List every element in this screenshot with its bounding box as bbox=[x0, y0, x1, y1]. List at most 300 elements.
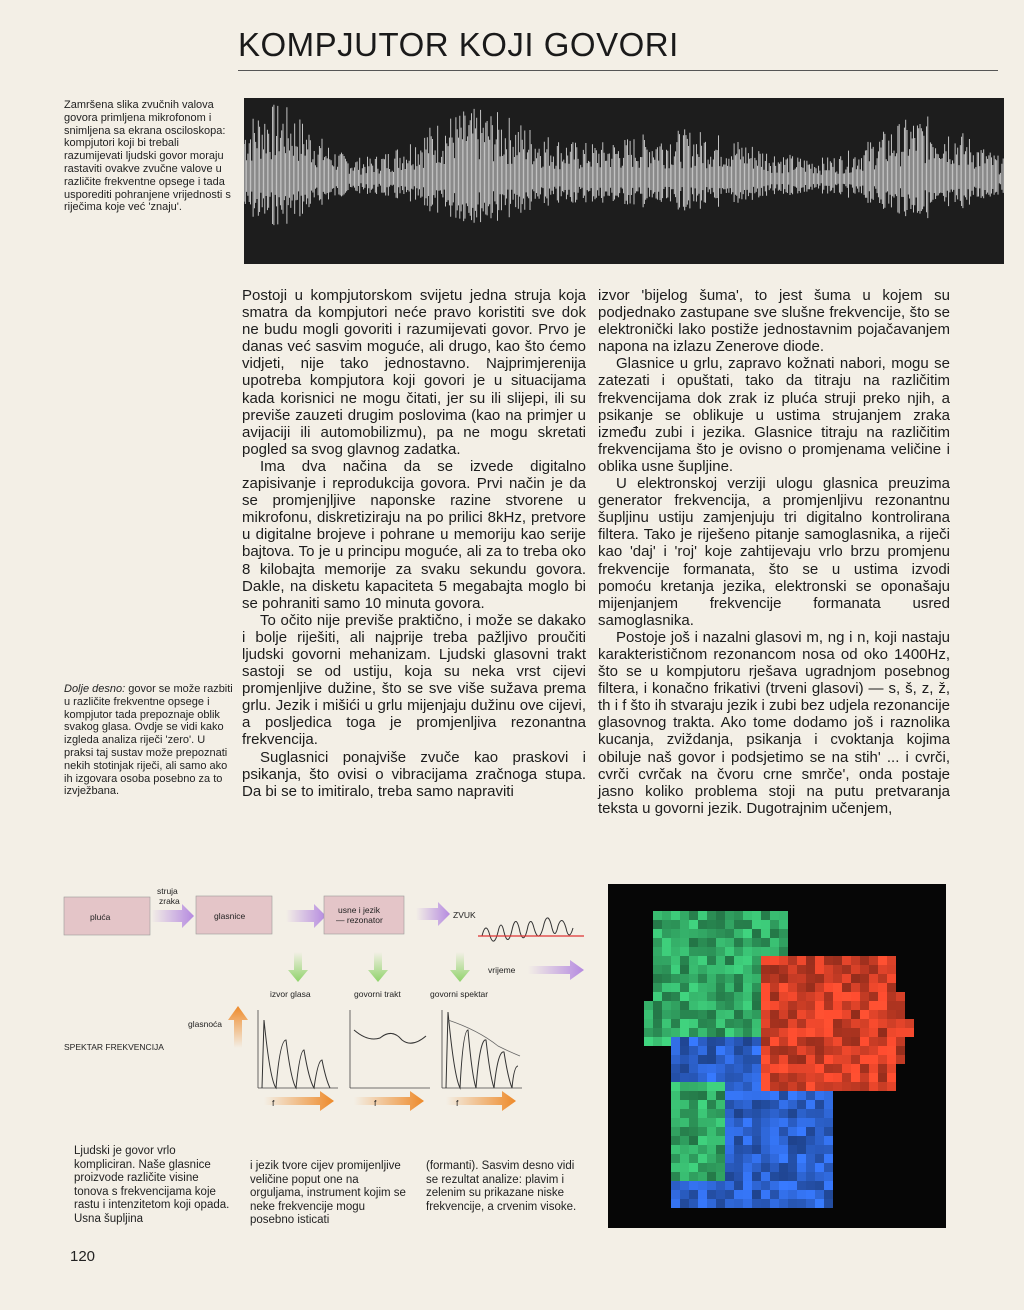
spectrogram-cell bbox=[743, 1181, 752, 1190]
spectrogram-cell bbox=[725, 1181, 734, 1190]
spectrogram-cell bbox=[698, 1028, 707, 1037]
spectrogram-cell bbox=[671, 974, 680, 983]
airflow-label: struja bbox=[157, 886, 178, 896]
spectrogram-cell bbox=[833, 1010, 842, 1019]
spectrogram-cell bbox=[815, 1046, 824, 1055]
spectrogram-cell bbox=[815, 1109, 824, 1118]
spectrogram-cell bbox=[743, 1199, 752, 1208]
spectrogram-cell bbox=[689, 1055, 698, 1064]
spectrogram-cell bbox=[788, 1010, 797, 1019]
spectrogram-cell bbox=[734, 1064, 743, 1073]
spectrogram-cell bbox=[824, 1010, 833, 1019]
spectrogram-cell bbox=[797, 1073, 806, 1082]
spectrogram-cell bbox=[779, 1154, 788, 1163]
spectrogram-cell bbox=[743, 1082, 752, 1091]
spectrogram-cell bbox=[824, 974, 833, 983]
spectrogram-cell bbox=[887, 1028, 896, 1037]
spectrogram-cell bbox=[707, 1100, 716, 1109]
spectrogram-cell bbox=[779, 1172, 788, 1181]
spectrogram-cell bbox=[725, 1199, 734, 1208]
spectrogram-cell bbox=[716, 983, 725, 992]
spectrogram-cell bbox=[788, 1145, 797, 1154]
spectrogram-cell bbox=[896, 1010, 905, 1019]
spectrogram-cell bbox=[815, 1136, 824, 1145]
spectrogram-cell bbox=[716, 1064, 725, 1073]
spectrogram-cell bbox=[887, 1064, 896, 1073]
spectrogram-cell bbox=[671, 965, 680, 974]
spectrogram-cell bbox=[842, 1001, 851, 1010]
spectrogram-cell bbox=[752, 1073, 761, 1082]
spectrogram-cell bbox=[698, 1127, 707, 1136]
spectrogram-cell bbox=[680, 1037, 689, 1046]
spectrogram-cell bbox=[680, 1145, 689, 1154]
loudness-label: glasnoća bbox=[188, 1019, 223, 1029]
spectrogram-cell bbox=[761, 1028, 770, 1037]
spectrogram-cell bbox=[779, 1127, 788, 1136]
spectrogram-cell bbox=[788, 1028, 797, 1037]
spectrogram-cell bbox=[707, 1073, 716, 1082]
spectrogram-cell bbox=[842, 965, 851, 974]
spectrogram-cell bbox=[698, 1100, 707, 1109]
spectrogram-cell bbox=[779, 911, 788, 920]
paragraph: Postoji u kompjutorskom svijetu jedna struja koja smatra da kompjutori neće pravo koristiti sve dok ne budu mogli govoriti i razumijevati govor. Prvo je danas već sasvim moguće, ali drugo, kao što ćemo vidjeti, nije tako jednostavno. Najprimjerenija upotreba kompjutora koji govori je u situacijama kada korisnici ne mogu čitati, jer su ili slijepi, ili su previše zauzeti drugim poslovima (kao na primjer u avijaciji ili automobilizmu), pa ne mogu skretati pogled sa svog glavnog zadatka. bbox=[242, 287, 586, 458]
spectrogram-cell bbox=[833, 1082, 842, 1091]
spectrogram-cell bbox=[797, 1091, 806, 1100]
spectrogram-cell bbox=[851, 1046, 860, 1055]
spectrogram-cell bbox=[698, 1181, 707, 1190]
spectrogram-cell bbox=[653, 1037, 662, 1046]
spectrogram-cell bbox=[797, 1028, 806, 1037]
spectrogram-cell bbox=[671, 1064, 680, 1073]
spectrogram-cell bbox=[725, 1136, 734, 1145]
spectrogram-cell bbox=[743, 911, 752, 920]
spectrogram-cell bbox=[689, 1163, 698, 1172]
spectrogram-cell bbox=[797, 1181, 806, 1190]
spectrogram-cell bbox=[896, 992, 905, 1001]
spectrogram-cell bbox=[752, 1082, 761, 1091]
spectrogram-cell bbox=[806, 965, 815, 974]
spectrogram-cell bbox=[833, 1037, 842, 1046]
spectrogram-cell bbox=[680, 1073, 689, 1082]
frequency-spectrum-label: SPEKTAR FREKVENCIJA bbox=[64, 1042, 164, 1052]
spectrogram-cell bbox=[689, 983, 698, 992]
spectrogram-cell bbox=[788, 1199, 797, 1208]
spectrogram-cell bbox=[752, 929, 761, 938]
spectrogram-cell bbox=[653, 929, 662, 938]
spectrogram-cell bbox=[725, 911, 734, 920]
spectrogram-cell bbox=[779, 1019, 788, 1028]
spectrogram-cell bbox=[833, 983, 842, 992]
spectrogram-cell bbox=[716, 1190, 725, 1199]
resonator-label: — rezonator bbox=[336, 915, 383, 925]
spectrogram-cell bbox=[851, 983, 860, 992]
spectrogram-cell bbox=[734, 911, 743, 920]
spectrogram-cell bbox=[680, 947, 689, 956]
spectrogram-cell bbox=[806, 1172, 815, 1181]
spectrogram-cell bbox=[662, 938, 671, 947]
spectrogram-cell bbox=[887, 1037, 896, 1046]
page-number: 120 bbox=[70, 1248, 96, 1265]
spectrogram-cell bbox=[662, 911, 671, 920]
paragraph: Postoje još i nazalni glasovi m, ng i n, koji nastaju karakterističnom rezonancom nosa od oko 1400Hz, što se u kompjutoru rješava ugradnjom posebnog filtera, i konačno frikativi (trveni glasovi) — s, š, z, ž, th i f što ih stvaraju jezik i zubi bez udjela rezonancije glasovnog trakta. Ako tome dodamo još i raznolika kucanja, zviždanja, psikanja i cvoktanja kojima obiluje naš govor i podsjetimo se na stih' ... i cvrči, cvrči cvrčak na čvoru crne smrče', onda postaje jasno koliko problema stoji na putu pretvaranja teksta u govorni jezik. Dugotrajnim učenjem, bbox=[598, 628, 950, 817]
spectrogram-cell bbox=[716, 1091, 725, 1100]
spectrogram-cell bbox=[878, 974, 887, 983]
spectrogram-cell bbox=[734, 974, 743, 983]
spectrogram-cell bbox=[671, 929, 680, 938]
spectrogram-cell bbox=[770, 1082, 779, 1091]
spectrogram-cell bbox=[779, 1028, 788, 1037]
spectrogram-cell bbox=[689, 1154, 698, 1163]
spectrogram-cell bbox=[824, 1181, 833, 1190]
spectrogram-cell bbox=[869, 1073, 878, 1082]
spectrogram-cell bbox=[698, 1055, 707, 1064]
spectrogram-cell bbox=[743, 1172, 752, 1181]
spectrogram-cell bbox=[815, 1190, 824, 1199]
spectrogram-cell bbox=[815, 992, 824, 1001]
spectrogram-cell bbox=[716, 956, 725, 965]
spectrogram-cell bbox=[797, 1109, 806, 1118]
spectrogram-cell bbox=[869, 1064, 878, 1073]
spectrogram-cell bbox=[851, 956, 860, 965]
spectrogram-cell bbox=[788, 1136, 797, 1145]
spectrogram-cell bbox=[824, 1082, 833, 1091]
spectrogram-cell bbox=[662, 920, 671, 929]
spectrogram-cell bbox=[851, 974, 860, 983]
spectrogram-cell bbox=[770, 929, 779, 938]
spectrogram-cell bbox=[788, 1055, 797, 1064]
spectrogram-cell bbox=[698, 920, 707, 929]
spectrogram-cell bbox=[815, 1091, 824, 1100]
spectrogram-cell bbox=[716, 974, 725, 983]
spectrogram-cell bbox=[797, 1154, 806, 1163]
spectrogram-cell bbox=[743, 1037, 752, 1046]
spectrogram-cell bbox=[869, 983, 878, 992]
spectrogram-cell bbox=[743, 1001, 752, 1010]
paragraph: Ima dva načina da se izvede digitalno zapisivanje i reprodukcija govora. Prvi način je da se promjenjljive naponske razine stvorene u mikrofonu, diskretiziraju na po prilici 8kHz, pretvore u digitalne brojeve i pohrane u memoriju kao serije bajtova. To je u principu moguće, ali za to treba oko 8 kilobajta memorije za svaku sekundu govora. Dakle, na disketu kapaciteta 5 megabajta moglo bi se pohraniti samo 10 minuta govora. bbox=[242, 457, 586, 612]
spectrogram-cell bbox=[860, 1001, 869, 1010]
spectrogram-cell bbox=[761, 1136, 770, 1145]
spectrogram-cell bbox=[671, 1145, 680, 1154]
spectrogram-cell bbox=[824, 1109, 833, 1118]
spectrogram-cell bbox=[806, 1154, 815, 1163]
spectrogram-cell bbox=[734, 1019, 743, 1028]
spectrogram-cell bbox=[752, 992, 761, 1001]
spectrogram-cell bbox=[716, 1181, 725, 1190]
spectrogram-cell bbox=[815, 956, 824, 965]
spectrogram-cell bbox=[671, 947, 680, 956]
spectrogram-cell bbox=[689, 1172, 698, 1181]
spectrogram-cell bbox=[662, 983, 671, 992]
spectrogram-cell bbox=[788, 1073, 797, 1082]
spectrogram-cell bbox=[680, 1172, 689, 1181]
spectrogram-cell bbox=[770, 992, 779, 1001]
spectrogram-cell bbox=[806, 1145, 815, 1154]
spectrogram-cell bbox=[689, 1037, 698, 1046]
spectrogram-cell bbox=[788, 1046, 797, 1055]
spectrogram-cell bbox=[779, 1118, 788, 1127]
spectrogram-cell bbox=[797, 974, 806, 983]
spectrogram-cell bbox=[698, 1154, 707, 1163]
spectrogram-cell bbox=[770, 1136, 779, 1145]
spectrogram-cell bbox=[806, 1055, 815, 1064]
spectrogram-cell bbox=[815, 1172, 824, 1181]
spectrogram-cell bbox=[671, 1046, 680, 1055]
spectrogram-cell bbox=[707, 911, 716, 920]
spectrogram-cell bbox=[770, 938, 779, 947]
spectrogram-cell bbox=[770, 1154, 779, 1163]
spectrogram-cell bbox=[896, 1055, 905, 1064]
spectrogram-cell bbox=[689, 929, 698, 938]
spectrogram-cell bbox=[887, 992, 896, 1001]
arrow-down-icon bbox=[288, 952, 308, 982]
spectrogram-cell bbox=[815, 1181, 824, 1190]
spectrogram-cell bbox=[743, 929, 752, 938]
spectrogram-cell bbox=[770, 1001, 779, 1010]
spectrogram-cell bbox=[743, 1154, 752, 1163]
spectrogram-cell bbox=[716, 1010, 725, 1019]
spectrogram-cell bbox=[671, 983, 680, 992]
spectrogram-cell bbox=[797, 1127, 806, 1136]
spectrogram-cell bbox=[689, 1082, 698, 1091]
spectrogram-cell bbox=[689, 1001, 698, 1010]
spectrogram-cell bbox=[707, 929, 716, 938]
spectrogram-cell bbox=[869, 1082, 878, 1091]
spectrogram-cell bbox=[797, 1082, 806, 1091]
spectrogram-cell bbox=[806, 1100, 815, 1109]
spectrogram-cell bbox=[833, 1001, 842, 1010]
spectrogram-cell bbox=[752, 1010, 761, 1019]
spectrogram-cell bbox=[680, 911, 689, 920]
spectrogram-cell bbox=[725, 1172, 734, 1181]
spectrogram-cell bbox=[788, 1190, 797, 1199]
spectrogram-cell bbox=[878, 1082, 887, 1091]
spectrogram-cell bbox=[878, 956, 887, 965]
spectrogram-cell bbox=[824, 1136, 833, 1145]
spectrogram-cell bbox=[887, 1010, 896, 1019]
spectrogram-cell bbox=[707, 1091, 716, 1100]
spectrogram-cell bbox=[788, 1037, 797, 1046]
spectrogram-cell bbox=[698, 1064, 707, 1073]
spectrogram-cell bbox=[689, 1091, 698, 1100]
spectrogram-cell bbox=[887, 965, 896, 974]
spectrogram-cell bbox=[860, 1055, 869, 1064]
spectrogram-cell bbox=[824, 992, 833, 1001]
spectrogram-cell bbox=[698, 1190, 707, 1199]
spectrogram-cell bbox=[698, 1073, 707, 1082]
spectrogram-cell bbox=[653, 1001, 662, 1010]
spectrogram-cell bbox=[761, 920, 770, 929]
spectrogram-cell bbox=[797, 1145, 806, 1154]
spectrogram-cell bbox=[734, 1172, 743, 1181]
spectrogram-cell bbox=[752, 1190, 761, 1199]
spectrogram-cell bbox=[725, 938, 734, 947]
spectrogram-cell bbox=[743, 1046, 752, 1055]
spectrogram-cell bbox=[752, 920, 761, 929]
spectrogram-cell bbox=[824, 1100, 833, 1109]
spectrogram-cell bbox=[734, 1091, 743, 1100]
spectrogram-cell bbox=[707, 947, 716, 956]
spectrogram-cell bbox=[725, 1001, 734, 1010]
spectrogram-cell bbox=[752, 1181, 761, 1190]
spectrogram-cell bbox=[725, 947, 734, 956]
spectrogram-cell bbox=[671, 1037, 680, 1046]
spectrogram-cell bbox=[716, 1073, 725, 1082]
spectrogram-cell bbox=[851, 1010, 860, 1019]
spectrogram-cell bbox=[824, 1073, 833, 1082]
spectrogram-cell bbox=[761, 1073, 770, 1082]
spectrogram-cell bbox=[797, 1172, 806, 1181]
spectrogram-cell bbox=[680, 1100, 689, 1109]
spectrogram-cell bbox=[761, 983, 770, 992]
spectrogram-cell bbox=[716, 1163, 725, 1172]
spectrogram-cell bbox=[716, 1109, 725, 1118]
spectrogram-cell bbox=[734, 1163, 743, 1172]
spectrogram-cell bbox=[887, 1019, 896, 1028]
spectrogram-cell bbox=[689, 956, 698, 965]
spectrogram-image bbox=[608, 884, 946, 1228]
spectrogram-cell bbox=[716, 1019, 725, 1028]
spectrogram-cell bbox=[770, 1046, 779, 1055]
spectrogram-cell bbox=[707, 1019, 716, 1028]
spectrogram-cell bbox=[707, 1199, 716, 1208]
spectrogram-cell bbox=[680, 1109, 689, 1118]
spectrogram-cell bbox=[752, 1100, 761, 1109]
spectrogram-cell bbox=[887, 974, 896, 983]
spectrogram-cell bbox=[761, 1091, 770, 1100]
spectrogram-cell bbox=[797, 1037, 806, 1046]
spectrogram-cell bbox=[698, 1136, 707, 1145]
spectrogram-cell bbox=[671, 1181, 680, 1190]
spectrogram-cell bbox=[707, 1082, 716, 1091]
spectrogram-cell bbox=[671, 1154, 680, 1163]
arrow-icon bbox=[264, 1091, 334, 1111]
spectrogram-cell bbox=[725, 1082, 734, 1091]
spectrogram-cell bbox=[806, 1199, 815, 1208]
spectrogram-cell bbox=[806, 1028, 815, 1037]
spectrogram-cell bbox=[779, 974, 788, 983]
spectrogram-cell bbox=[689, 1181, 698, 1190]
spectrogram-cell bbox=[662, 929, 671, 938]
spectrogram-cell bbox=[788, 1163, 797, 1172]
spectrogram-cell bbox=[770, 947, 779, 956]
spectrogram-cell bbox=[680, 920, 689, 929]
spectrogram-cell bbox=[761, 1064, 770, 1073]
spectrogram-cell bbox=[680, 1163, 689, 1172]
spectrogram-cell bbox=[662, 1010, 671, 1019]
spectrogram-cell bbox=[689, 1010, 698, 1019]
spectrogram-cell bbox=[878, 1001, 887, 1010]
spectrogram-cell bbox=[824, 956, 833, 965]
spectrogram-cell bbox=[797, 1100, 806, 1109]
spectrogram-cell bbox=[815, 1199, 824, 1208]
caption-text: govor se može razbiti u različite frekventne opsege i kompjutor tada prepoznaje oblik svakog glasa. Ovdje se vidi kako izgleda analiza riječi 'zero'. U praksi taj sustav može prepoznati nekih stotinjak riječi, ali samo ako ih izgovara osoba posebno za to izvježbana. bbox=[64, 683, 233, 798]
spectrogram-cell bbox=[806, 983, 815, 992]
f-label: f bbox=[456, 1098, 459, 1108]
spectrogram-cell bbox=[752, 1109, 761, 1118]
spectrogram-cell bbox=[833, 1055, 842, 1064]
spectrogram-cell bbox=[770, 1073, 779, 1082]
spectrogram-cell bbox=[869, 974, 878, 983]
spectrogram-cell bbox=[689, 1199, 698, 1208]
spectrogram-cell bbox=[860, 1019, 869, 1028]
spectrogram-cell bbox=[869, 992, 878, 1001]
spectrogram-cell bbox=[779, 1010, 788, 1019]
spectrogram-cell bbox=[689, 1046, 698, 1055]
spectrogram-cell bbox=[680, 929, 689, 938]
spectrogram-cell bbox=[671, 1082, 680, 1091]
spectrogram-cell bbox=[689, 1136, 698, 1145]
spectrogram-cell bbox=[824, 1199, 833, 1208]
spectrogram-cell bbox=[815, 1118, 824, 1127]
spectrum-caption bbox=[64, 683, 236, 798]
spectrogram-cell bbox=[698, 1046, 707, 1055]
spectrogram-cell bbox=[752, 1154, 761, 1163]
spectrogram-cell bbox=[707, 920, 716, 929]
spectrogram-cell bbox=[788, 974, 797, 983]
spectrogram-cell bbox=[815, 1001, 824, 1010]
spectrogram-cell bbox=[779, 1082, 788, 1091]
spectrogram-cell bbox=[824, 1154, 833, 1163]
spectrogram-cell bbox=[779, 1046, 788, 1055]
spectrogram-cell bbox=[806, 1109, 815, 1118]
spectrogram-cell bbox=[680, 938, 689, 947]
spectrogram-cell bbox=[725, 956, 734, 965]
spectrogram-cell bbox=[860, 956, 869, 965]
spectrogram-cell bbox=[752, 965, 761, 974]
spectrogram-cell bbox=[734, 965, 743, 974]
spectrogram-cell bbox=[725, 1100, 734, 1109]
spectrogram-cell bbox=[734, 1082, 743, 1091]
spectrogram-cell bbox=[770, 1163, 779, 1172]
spectrogram-cell bbox=[824, 1001, 833, 1010]
spectrogram-cell bbox=[698, 1172, 707, 1181]
spectrogram-cell bbox=[752, 956, 761, 965]
spectrogram-cell bbox=[698, 1019, 707, 1028]
spectrogram-cell bbox=[878, 1028, 887, 1037]
spectrogram-cell bbox=[842, 1019, 851, 1028]
spectrogram-cell bbox=[689, 1073, 698, 1082]
spectrogram-cell bbox=[653, 983, 662, 992]
spectrogram-cell bbox=[752, 1145, 761, 1154]
spectrogram-cell bbox=[869, 1010, 878, 1019]
spectrogram-cell bbox=[734, 956, 743, 965]
spectrogram-cell bbox=[806, 1136, 815, 1145]
spectrogram-cell bbox=[788, 983, 797, 992]
spectrogram-cell bbox=[653, 911, 662, 920]
spectrogram-cell bbox=[734, 1028, 743, 1037]
spectrogram-cell bbox=[707, 1010, 716, 1019]
glottis-label: glasnice bbox=[214, 911, 246, 921]
spectrogram-cell bbox=[689, 1064, 698, 1073]
spectrogram-cell bbox=[743, 983, 752, 992]
spectrogram-cell bbox=[734, 1199, 743, 1208]
spectrogram-cell bbox=[770, 1091, 779, 1100]
spectrogram-cell bbox=[815, 1028, 824, 1037]
spectrogram-cell bbox=[779, 983, 788, 992]
spectrogram-cell bbox=[698, 911, 707, 920]
article-column-right bbox=[598, 287, 950, 817]
spectrogram-cell bbox=[779, 938, 788, 947]
spectrogram-cell bbox=[833, 974, 842, 983]
wave-trace bbox=[244, 105, 1003, 225]
spectrogram-cell bbox=[725, 992, 734, 1001]
spectrogram-cell bbox=[770, 1172, 779, 1181]
sound-wave bbox=[244, 98, 1004, 264]
spectrogram-cell bbox=[743, 1010, 752, 1019]
spectrogram-cell bbox=[716, 1028, 725, 1037]
paragraph: Suglasnici ponajviše zvuče kao praskovi i psikanja, što ovisi o vibracijama zračnoga stupa. Da bi se to imitiralo, treba samo napraviti bbox=[242, 748, 586, 800]
spectrogram-cell bbox=[815, 1145, 824, 1154]
